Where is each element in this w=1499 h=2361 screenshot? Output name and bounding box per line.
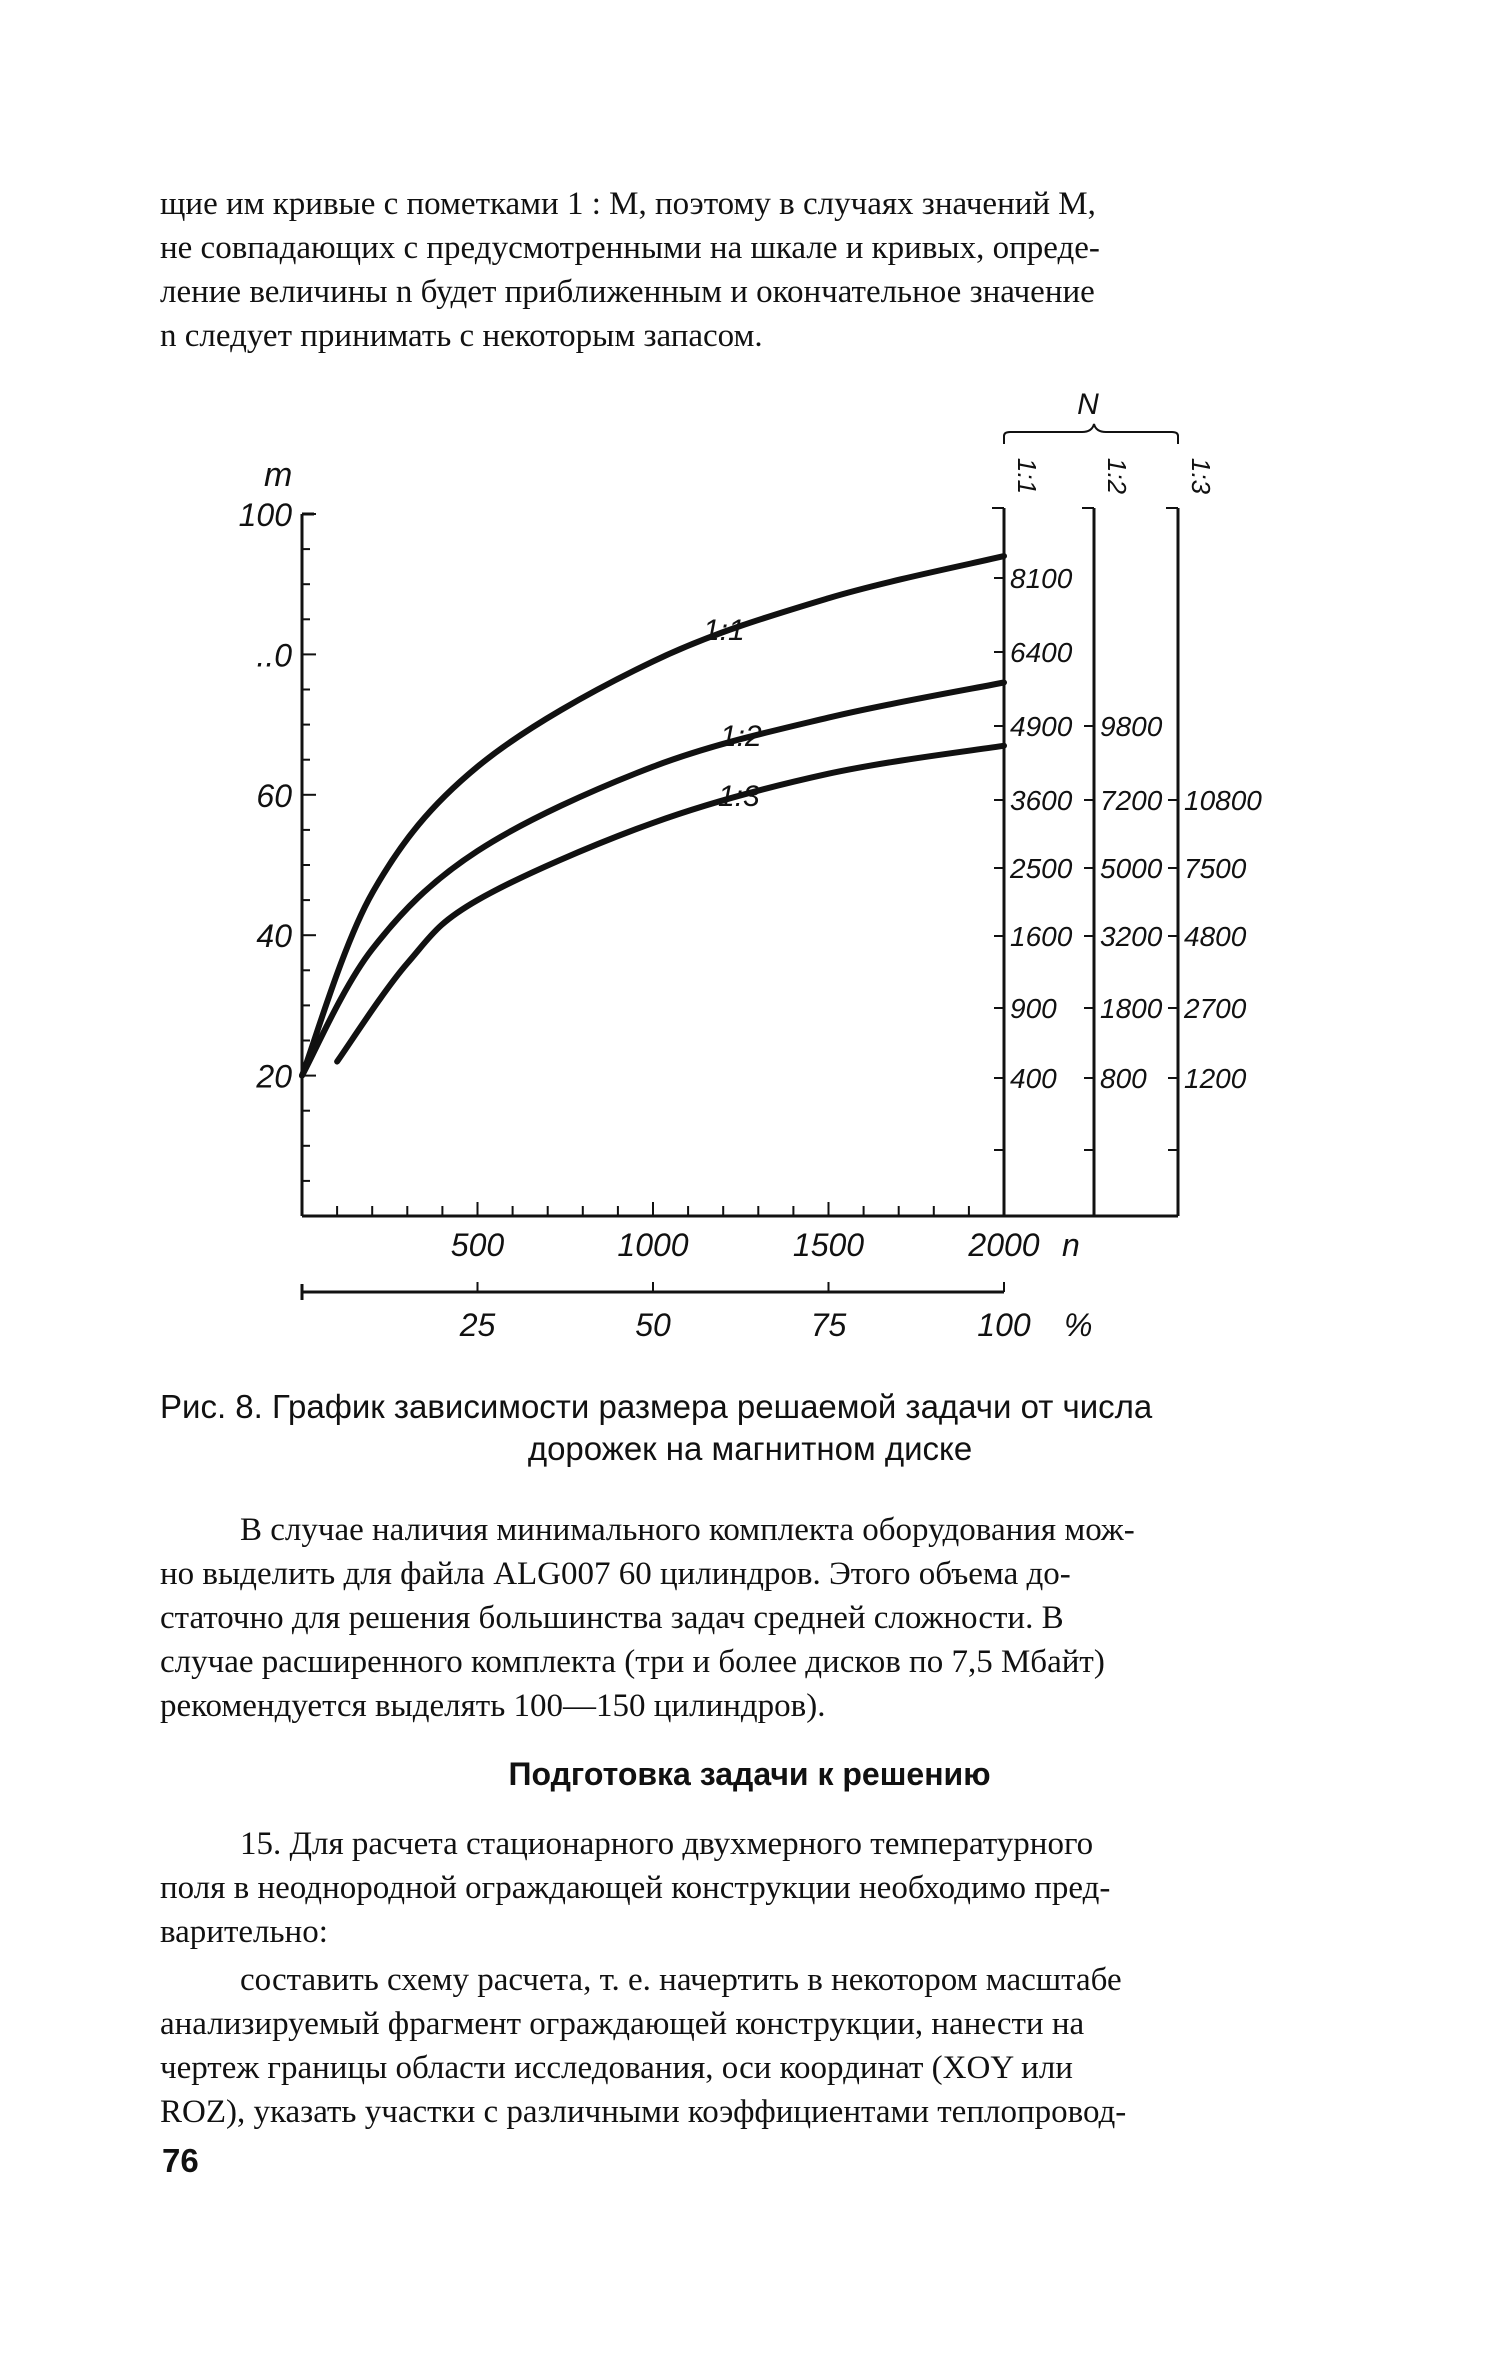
page-number: 76	[162, 2142, 199, 2179]
right-scale-label: 1800	[1100, 993, 1163, 1024]
series-line-1-2	[302, 683, 1004, 1076]
right-scale-label: 2700	[1184, 993, 1247, 1024]
text-line: поля в неоднородной ограждающей конструкции необходимо пред-	[160, 1870, 1111, 1906]
y-tick-label: 40	[256, 918, 292, 955]
text-line: ление величины n будет приближенным и окончательное значение	[160, 274, 1095, 310]
right-scale-label: 8100	[1010, 563, 1073, 594]
right-scale-label: 2500	[1010, 853, 1073, 884]
y-tick-label: 100	[238, 497, 292, 533]
y-axis-title: m	[264, 456, 293, 494]
percent-tick-label: 50	[635, 1307, 671, 1343]
right-scale-label: 7200	[1100, 785, 1163, 816]
right-scale-label: 1600	[1010, 921, 1073, 952]
x-axis-title: n	[1062, 1227, 1080, 1263]
series-label-1-3: 1:3	[718, 780, 760, 813]
percent-tick-label: 25	[459, 1307, 496, 1343]
text-line: статочно для решения большинства задач средней сложности. В	[160, 1600, 1064, 1636]
text-line: ROZ), указать участки с различными коэффициентами теплопровод-	[160, 2094, 1127, 2130]
right-scale-title: N	[1077, 388, 1099, 421]
right-scale-label: 900	[1010, 993, 1057, 1024]
text-line: чертеж границы области исследования, оси координат (XOY или	[160, 2050, 1073, 2086]
percent-tick-label: 75	[810, 1307, 847, 1343]
text-line: щие им кривые с пометками 1 : М, поэтому в случаях значений М,	[160, 186, 1096, 222]
right-scale-label: 3200	[1100, 921, 1163, 952]
right-scale-name: 1:1	[1012, 457, 1042, 495]
series-label-1-1: 1:1	[703, 614, 745, 647]
text-line: не совпадающих с предусмотренными на шкале и кривых, опреде-	[160, 230, 1100, 266]
right-scale-label: 1200	[1184, 1063, 1247, 1094]
caption-line-2: дорожек на магнитном диске	[527, 1430, 973, 1467]
chart-right-scales	[992, 388, 1262, 1216]
right-scale-label: 3600	[1010, 785, 1073, 816]
right-scale-label: 800	[1100, 1063, 1147, 1094]
text-line: В случае наличия минимального комплекта оборудования мож-	[240, 1512, 1135, 1548]
x-tick-label: 1500	[792, 1227, 865, 1263]
right-scale-brace	[1004, 424, 1178, 444]
caption-line-1: Рис. 8. График зависимости размера решаемой задачи от числа	[160, 1388, 1153, 1425]
right-scale-label: 4900	[1010, 711, 1073, 742]
right-scale-label: 6400	[1010, 637, 1073, 668]
text-line: 15. Для расчета стационарного двухмерного температурного	[240, 1826, 1094, 1862]
right-scale-label: 400	[1010, 1063, 1057, 1094]
x-tick-label: 1000	[617, 1227, 689, 1263]
x-tick-label: 2000	[968, 1227, 1040, 1263]
text-line: случае расширенного комплекта (три и более дисков по 7,5 Мбайт)	[160, 1644, 1105, 1680]
right-scale-label: 4800	[1184, 921, 1247, 952]
section-heading: Подготовка задачи к решению	[508, 1756, 991, 1792]
series-line-1-3	[337, 746, 1004, 1062]
text-line: рекомендуется выделять 100—150 цилиндров).	[160, 1688, 826, 1724]
paragraph-4	[160, 1958, 1340, 2134]
paragraph-3	[160, 1822, 1340, 1954]
text-line: анализируемый фрагмент ограждающей конструкции, нанести на	[160, 2006, 1085, 2042]
figure-caption	[160, 1386, 1340, 1470]
series-line-1-1	[302, 556, 1004, 1076]
text-line: n следует принимать с некоторым запасом.	[160, 318, 763, 354]
right-scale-name: 1:2	[1102, 457, 1132, 495]
y-tick-label: 60	[256, 777, 292, 814]
right-scale-label: 5000	[1100, 853, 1163, 884]
right-scale-label: 9800	[1100, 711, 1163, 742]
series-label-1-2: 1:2	[720, 720, 762, 753]
text-line: составить схему расчета, т. е. начертить в некотором масштабе	[240, 1962, 1122, 1998]
percent-tick-label: 100	[977, 1307, 1031, 1343]
y-tick-label: 20	[256, 1058, 292, 1095]
x-tick-label: 500	[450, 1227, 505, 1263]
right-scale-label: 7500	[1184, 853, 1247, 884]
chart-series	[302, 556, 1004, 1076]
paragraph-2	[160, 1508, 1340, 1728]
y-tick-label: ..0	[256, 637, 292, 674]
text-line: варительно:	[160, 1914, 328, 1950]
right-scale-name: 1:3	[1186, 457, 1216, 495]
right-scale-label: 10800	[1184, 785, 1262, 816]
percent-unit-label: %	[1064, 1307, 1093, 1343]
text-line: но выделить для файла ALG007 60 цилиндров. Этого объема до-	[160, 1556, 1071, 1592]
